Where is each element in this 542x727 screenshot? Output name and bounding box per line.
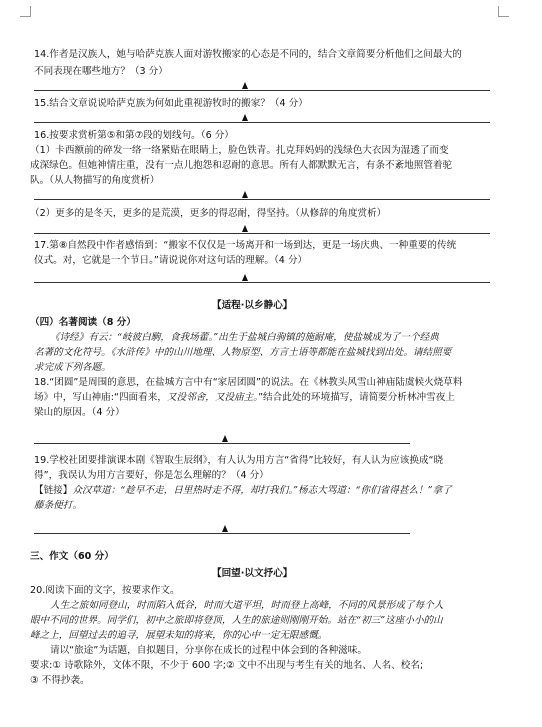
q17-line-1: 17.第⑧自然段中作者感悟到：“搬家不仅仅是一场离开和一场到达，更是一场庆典、一种重要的传统	[34, 240, 457, 251]
q18-line-2-c: ”结合此处的环境描写，请简要分析林冲雪夜上	[258, 392, 455, 403]
q19-link-line-1	[34, 484, 452, 498]
triangle-marker-icon	[242, 191, 248, 198]
triangle-marker-icon	[222, 525, 228, 532]
answer-line	[34, 122, 490, 123]
q18-line-3: 梁山的原因。（4 分）	[34, 407, 125, 418]
triangle-marker-icon	[222, 435, 228, 442]
q20-line-1: 20.阅读下面的文字，按要求作文。	[30, 585, 180, 596]
section3-banner: 【回望·以文抒心】	[212, 568, 293, 579]
triangle-marker-icon	[242, 225, 248, 232]
q20-instruction: 请以“旅途”为话题，自拟题目，分享你在成长的过程中体会到的各种滋味。	[50, 645, 367, 656]
q19-line-2: 得”，我误认为用方言要好，你是怎么理解的？（4 分）	[34, 470, 269, 481]
q16-line-1: 16.按要求赏析第⑤和第⑦段的划线句。（6 分）	[34, 130, 234, 141]
q18-line-2-a: 场》中，写山神庙:“四面看来，	[34, 392, 167, 403]
q16-item1-line-1: （1）卡西额前的碎发一络一络紧贴在眼睛上，脸色铁青。扎克拜妈妈的浅绿色大衣因为湿透了而变	[30, 145, 449, 156]
corner-mark-top-left	[20, 6, 31, 17]
q20-requirements-line-1: 要求:① 诗歌除外，文体不限，不少于 600 字;② 文中不出现与考生有关的地名、人名、校名;	[30, 660, 424, 671]
q20-passage-line-1: 人生之旅如同登山，时而陷入低谷，时而大道平坦，时而登上高峰，不同的风景形成了每个人	[50, 600, 444, 611]
q18-line-2	[34, 391, 455, 405]
q19-link-text: 众汉草道：“趁早不走，日里热时走不得，却打我们。”杨志大骂道：“你们省得甚么！”拿了	[72, 485, 452, 496]
triangle-marker-icon	[242, 274, 248, 281]
q17-line-2: 仪式。对，它就是一个节日。”请说说你对这句话的理解。（4 分）	[34, 255, 308, 266]
section4-intro-line-3: 求完成下列各题。	[34, 362, 111, 373]
q16-item1-line-2: 成深绿色。但她神情庄重，没有一点儿抱怨和忍耐的意思。所有人都默默无言，有条不紊地照管着驼	[30, 160, 453, 171]
answer-line	[34, 233, 490, 234]
section3-heading: 三、作文（60 分）	[30, 551, 114, 562]
q16-item1-line-3: 队。（从人物描写的角度赏析）	[30, 175, 160, 186]
q19-link-line-2: 藤条便打。	[34, 500, 82, 511]
section4-heading-title: （四）名著阅读	[30, 317, 98, 328]
answer-line	[34, 443, 410, 444]
answer-line	[34, 90, 490, 91]
q20-passage-line-2: 眼中不同的世界。同学们，初中之旅即将登顶，人生的旅途则刚刚开始。站在“初三”这座小小的山	[30, 615, 443, 626]
corner-mark-top-right	[498, 6, 509, 17]
section4-intro-line-2: 名著的文化符号。《水浒传》中的山川地理、人物原型、方言土语等都能在盐城找到出处。请结照要	[34, 347, 452, 358]
section4-intro-line-1: 《诗经》有云：“岐彼白駒，食我场藿。”出生于盐城白驹镇的施耐庵，使盐城成为了一个经典	[50, 332, 439, 343]
q16-item2-line-1: （2）更多的是冬天，更多的是荒漠，更多的得忍耐，得坚持。（从修辞的角度赏析）	[30, 208, 387, 219]
q14-line-2: 不同表现在哪些地方？（3 分）	[34, 66, 168, 77]
section4-banner: 【适程·以乡静心】	[212, 300, 293, 311]
q20-requirements-line-2: ③ 不得抄袭。	[30, 675, 90, 686]
q19-line-1: 19.学校社团要排演课本剧《智取生辰纲》，有人认为用方言“省得”比较好，有人认为应该换成“晓	[34, 455, 444, 466]
section4-heading-points: （8 分）	[97, 317, 136, 328]
answer-line	[34, 199, 490, 200]
answer-line	[34, 533, 410, 534]
q14-line-1: 14.作者是汉族人，她与哈萨克族人面对游牧搬家的心态是不同的，结合文章简要分析他们之间最大的	[34, 49, 462, 60]
q20-passage-line-3: 峰之上，回望过去的追寻，展望未知的将来，你的心中一定无限感慨。	[30, 630, 328, 641]
q15-line-1: 15.结合文章说说哈萨克族为何如此重视游牧时的搬家？（4 分）	[34, 98, 308, 109]
triangle-marker-icon	[242, 114, 248, 121]
q18-line-1: 18.“团圆”是周围的意思，在盐城方言中有“家居团圆”的说法。在《林教头风雪山神庙陆虞候火烧草料	[34, 377, 463, 388]
q19-link-label: 【链接】	[34, 485, 73, 496]
triangle-marker-icon	[242, 82, 248, 89]
section4-heading	[30, 316, 136, 330]
answer-line	[34, 282, 490, 283]
q18-line-2-quote: 又没邻舍，又没庙主。	[166, 392, 259, 403]
